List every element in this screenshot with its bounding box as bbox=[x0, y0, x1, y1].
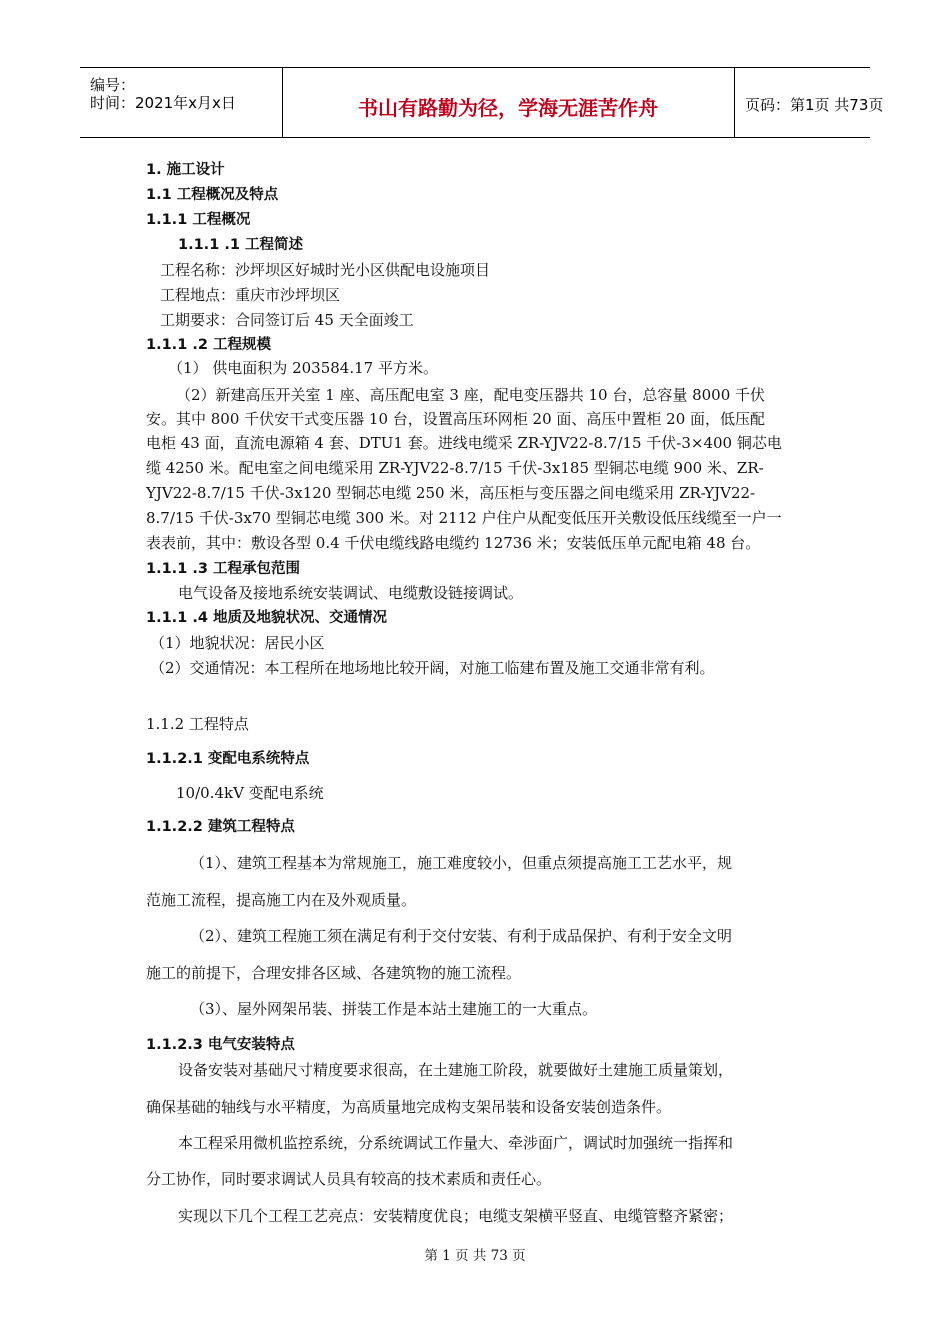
header-motto: 书山有路勤为径，学海无涯苦作舟 bbox=[358, 96, 658, 120]
building-feature-line: 范施工流程，提高施工内在及外观质量。 bbox=[146, 891, 417, 909]
electrical-feature-line: 分工协作，同时要求调试人员具有较高的技术素质和责任心。 bbox=[146, 1170, 552, 1188]
building-feature-line: （3）、屋外网架吊装、拼装工作是本站土建施工的一大重点。 bbox=[190, 1000, 598, 1018]
scale-item-1: （1） 供电面积为 203584.17 平方米。 bbox=[168, 359, 438, 377]
scale-paragraph-line: 缆 4250 米。配电室之间电缆采用 ZR-YJV22-8.7/15 千伏-3x185 型铜芯电缆 900 米、ZR- bbox=[146, 459, 764, 477]
scale-paragraph-line: YJV22-8.7/15 千伏-3x120 型铜芯电缆 250 米，高压柜与变压器之间电缆采用 ZR-YJV22- bbox=[146, 484, 756, 502]
heading-electrical-features: 1.1.2.3 电气安装特点 bbox=[146, 1037, 295, 1053]
header-page-info: 页码：第1页 共73页 bbox=[745, 96, 884, 114]
heading-distribution-features: 1.1.2.1 变配电系统特点 bbox=[146, 751, 310, 767]
scale-paragraph-line: 安。其中 800 千伏安干式变压器 10 台，设置高压环网柜 20 面、高压中置柜 20 面，低压配 bbox=[146, 410, 766, 428]
electrical-feature-line: 实现以下几个工程工艺亮点：安装精度优良；电缆支架横平竖直、电缆管整齐紧密； bbox=[178, 1207, 734, 1225]
document-date: 时间：2021年x月x日 bbox=[90, 94, 236, 112]
distribution-system-text: 10/0.4kV 变配电系统 bbox=[176, 784, 324, 802]
heading-section-1-1-1: 1.1.1 工程概况 bbox=[146, 212, 251, 228]
project-name: 工程名称：沙坪坝区好城时光小区供配电设施项目 bbox=[160, 261, 491, 279]
building-feature-line: 施工的前提下，合理安排各区域、各建筑物的施工流程。 bbox=[146, 964, 522, 982]
heading-section-1: 1. 施工设计 bbox=[146, 162, 225, 178]
heading-project-scale: 1.1.1 .2 工程规模 bbox=[146, 337, 271, 353]
traffic-status: （2）交通情况：本工程所在地场地比较开阔，对施工临建布置及施工交通非常有利。 bbox=[150, 659, 715, 677]
page-footer: 第 1 页 共 73 页 bbox=[424, 1248, 526, 1264]
project-duration: 工期要求：合同签订后 45 天全面竣工 bbox=[160, 311, 414, 329]
header-motto-cell bbox=[282, 68, 735, 137]
electrical-feature-line: 确保基础的轴线与水平精度，为高质量地完成构支架吊装和设备安装创造条件。 bbox=[146, 1098, 672, 1116]
heading-geology-traffic: 1.1.1 .4 地质及地貌状况、交通情况 bbox=[146, 610, 387, 626]
electrical-feature-line: 设备安装对基础尺寸精度要求很高，在土建施工阶段，就要做好土建施工质量策划， bbox=[178, 1061, 734, 1079]
page-header bbox=[80, 67, 884, 138]
heading-building-features: 1.1.2.2 建筑工程特点 bbox=[146, 819, 295, 835]
heading-contract-scope: 1.1.1 .3 工程承包范围 bbox=[146, 561, 300, 577]
header-left-cell bbox=[80, 68, 283, 137]
building-feature-line: （1）、建筑工程基本为常规施工，施工难度较小，但重点须提高施工工艺水平，规 bbox=[190, 854, 733, 872]
project-location: 工程地点：重庆市沙坪坝区 bbox=[160, 286, 341, 304]
document-number-label: 编号： bbox=[90, 76, 136, 94]
heading-section-1-1: 1.1 工程概况及特点 bbox=[146, 187, 279, 203]
scale-paragraph-line: 8.7/15 千伏-3x70 型铜芯电缆 300 米。对 2112 户住户从配变低压开关敷设低压线缆至一户一 bbox=[146, 509, 782, 527]
landform-status: （1）地貌状况：居民小区 bbox=[150, 634, 325, 652]
heading-project-brief: 1.1.1 .1 工程简述 bbox=[178, 237, 303, 253]
contract-scope-text: 电气设备及接地系统安装调试、电缆敷设链接调试。 bbox=[178, 584, 524, 602]
electrical-feature-line: 本工程采用微机监控系统，分系统调试工作量大、牵涉面广，调试时加强统一指挥和 bbox=[178, 1134, 734, 1152]
scale-paragraph-line: 电柜 43 面，直流电源箱 4 套、DTU1 套。进线电缆采 ZR-YJV22-8.7/15 千伏-3×400 铜芯电 bbox=[146, 434, 782, 452]
heading-project-features: 1.1.2 工程特点 bbox=[146, 715, 249, 733]
header-right-cell bbox=[735, 68, 884, 137]
scale-paragraph-line: （2）新建高压开关室 1 座、高压配电室 3 座，配电变压器共 10 台，总容量 8000 千伏 bbox=[176, 386, 766, 404]
scale-paragraph-line: 表表前，其中：敷设各型 0.4 千伏电缆线路电缆约 12736 米；安装低压单元配电箱 48 台。 bbox=[146, 534, 761, 552]
building-feature-line: （2）、建筑工程施工须在满足有利于交付安装、有利于成品保护、有利于安全文明 bbox=[190, 927, 733, 945]
